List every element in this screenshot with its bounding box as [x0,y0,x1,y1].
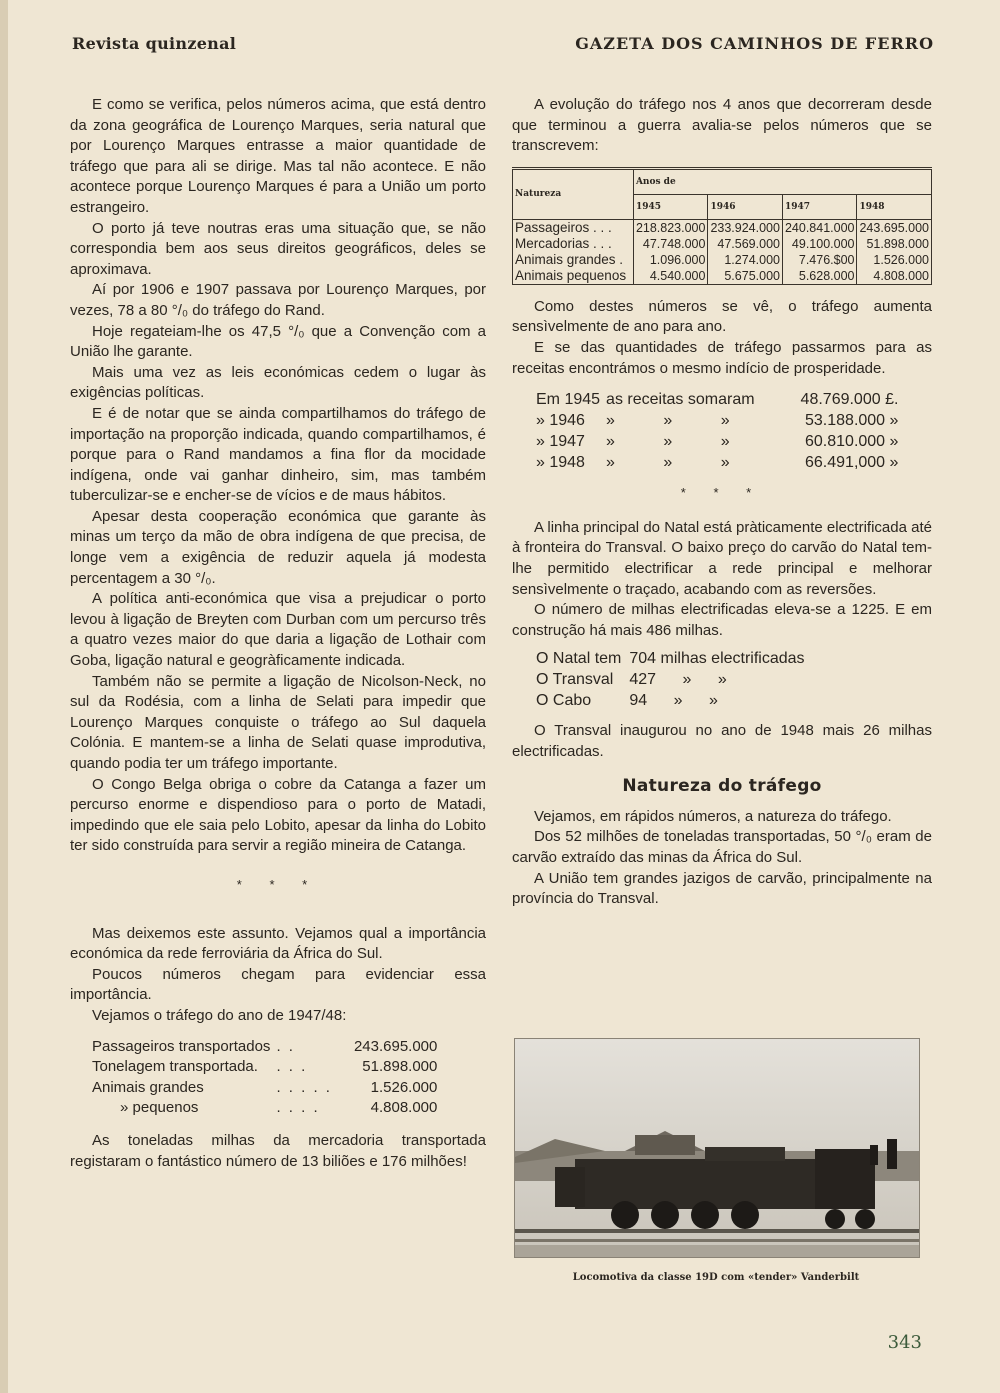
list-item [536,649,813,670]
paragraph: Como destes números se vê, o tráfego aumenta sensìvelmente de ano para ano. [512,297,932,336]
cell-value: 47.569.000 [708,236,783,252]
column-header-year: 1948 [857,194,932,219]
cell-value: 233.924.000 [708,219,783,236]
electrified-miles-list [536,649,813,711]
revenue-value: 53.188.000 » [805,412,899,430]
table-row [513,252,932,268]
list-value: 243.695.000 [353,1037,438,1055]
column-header-year: 1946 [708,194,783,219]
paragraph: O Congo Belga obriga o cobre da Catanga a fazer um percurso enorme e dispendioso para o porto de Matadi, impedindo que ele saia pelo Lobito, apesar da linha do Lobito ter sido construída para servir a região mineira de Catanga. [70,775,486,855]
revenue-text: » » » [606,412,730,430]
locomotive-image [515,1039,919,1257]
list-dots: . . . . [276,1099,320,1117]
right-column [512,95,932,910]
list-value: 1.526.000 [370,1078,438,1096]
paragraph: Aí por 1906 e 1907 passava por Lourenço Marques, por vezes, 78 a 80 °/₀ do tráfego do Rand. [70,281,486,319]
revenue-text: » » » [606,433,730,451]
cell-value: 7.476.$00 [782,252,857,268]
region-miles: 427 » » [629,670,727,688]
list-value: 4.808.000 [370,1099,438,1117]
region-miles: 94 » » [629,691,718,709]
section-title: Natureza do tráfego [622,776,822,797]
revenue-text: » » » [606,454,730,472]
cell-value: 5.628.000 [782,268,857,285]
list-dots: . . [276,1037,295,1055]
section-separator: * * * [680,485,764,501]
paragraph: A linha principal do Natal está pràticamente electrificada até à fronteira do Transval. O baixo preço do carvão do Natal tem-lhe permitido electrificar a rede principal e melhorar sensìvelmente o traçado, acabando com as reversões. [512,518,932,598]
table-header-row [513,168,932,194]
revenue-year: Em 1945 [536,391,601,409]
list-item [92,1037,437,1058]
list-item [92,1098,437,1119]
paragraph: A política anti-económica que visa a prejudicar o porto levou à ligação de Breyten com Durban com um percurso três a quatro vezes maior do que daria a ligação de Lothair com Goba, ligação natural e geogràficamente indicada. [70,590,486,670]
column-header-year: 1945 [633,194,708,219]
paragraph: Vejamos o tráfego do ano de 1947/48: [92,1006,347,1024]
header-right: GAZETA DOS CAMINHOS DE FERRO [575,34,934,53]
column-header-years: Anos de [633,168,931,194]
row-label: Animais grandes . [513,252,634,268]
paragraph: Poucos números chegam para evidenciar essa importância. [70,965,486,1004]
paragraph: E se das quantidades de tráfego passarmos para as receitas encontrámos o mesmo indício de prosperidade. [512,338,932,377]
list-dots: . . . . . [276,1078,332,1096]
cell-value: 4.808.000 [857,268,932,285]
list-item [92,1057,437,1078]
page-number: 343 [887,1332,922,1353]
list-item [536,670,813,691]
list-label: Passageiros transportados [92,1037,271,1055]
paragraph: E é de notar que se ainda compartilhamos do tráfego de importação na proporção indicada, quando compartilhamos, é porque para o Rand mandamos a fina flor da mocidade indígena, onde vai ganhar dinheiro, sim, mas também tuberculizar-se e encher-se de vícios e de maus hábitos. [70,404,486,505]
page-binding-edge [0,0,8,1393]
left-column [70,95,486,1172]
paragraph: Apesar desta cooperação económica que garante às minas um terço da mão de obra indígena de que precisa, de longe vem a exigência de reduzir aquela já modesta percentagem a 30 °/₀. [70,507,486,587]
region-miles: 704 milhas electrificadas [629,650,805,668]
revenue-value: 48.769.000 £. [800,391,899,409]
cell-value: 1.274.000 [708,252,783,268]
cell-value: 47.748.000 [633,236,708,252]
cell-value: 1.526.000 [857,252,932,268]
cell-value: 218.823.000 [633,219,708,236]
paragraph: Dos 52 milhões de toneladas transportadas, 50 °/₀ eram de carvão extraído das minas da África do Sul. [512,828,932,867]
table-row [513,236,932,252]
region-name: O Cabo [536,691,592,709]
list-item [536,431,902,452]
list-item [536,452,902,473]
revenue-year: » 1948 [536,454,585,472]
paragraph: Também não se permite a ligação de Nicolson-Neck, no sul da Rodésia, com a linha de Selati para impedir que Lourenço Marques conquiste o tráfego ao Sul daquela Colónia. E mantem-se a linha de Selati quase improdutiva, quando podia ter um tráfego importante. [70,672,486,772]
cell-value: 243.695.000 [857,219,932,236]
revenue-list [536,389,902,473]
paragraph: Mas deixemos este assunto. Vejamos qual a importância económica da rede ferroviária da África do Sul. [70,924,486,963]
photo-caption: Locomotiva da classe 19D com «tender» Vanderbilt [572,1272,860,1283]
table-row [513,219,932,236]
region-name: O Natal tem [536,650,622,668]
cell-value: 5.675.000 [708,268,783,285]
section-separator: * * * [236,876,320,892]
paragraph: Hoje regateiam-lhe os 47,5 °/₀ que a Convenção com a União lhe garante. [70,322,486,361]
list-item [536,691,813,712]
cell-value: 49.100.000 [782,236,857,252]
list-item [92,1078,437,1099]
paragraph: As toneladas milhas da mercadoria transportada registaram o fantástico número de 13 biliões e 176 milhões! [70,1131,486,1170]
list-label: Tonelagem transportada. [92,1058,258,1076]
row-label: Mercadorias . . . [513,236,634,252]
column-header-year: 1947 [782,194,857,219]
locomotive-photo [514,1038,920,1258]
table-row [513,268,932,285]
revenue-year: » 1947 [536,433,585,451]
paragraph: O Transval inaugurou no ano de 1948 mais 26 milhas electrificadas. [512,722,932,760]
paragraph: A evolução do tráfego nos 4 anos que decorreram desde que terminou a guerra avalia-se pelos números que se transcrevem: [512,96,932,155]
list-value: 51.898.000 [362,1058,438,1076]
cell-value: 240.841.000 [782,219,857,236]
list-item [536,389,902,410]
paragraph: E como se verifica, pelos números acima, que está dentro da zona geográfica de Lourenço Marques, seria natural que por Lourenço Marques entrasse a maior quantidade de tráfego que para ali se dirige. Mas tal não acontece. E não acontece porque Lourenço Marques é para a União um porto estrangeiro. [70,96,486,216]
traffic-evolution-table [512,167,932,285]
list-dots: . . . [276,1058,308,1076]
cell-value: 4.540.000 [633,268,708,285]
list-item [536,410,902,431]
revenue-value: 66.491,000 » [805,454,899,472]
region-name: O Transval [536,670,614,688]
header-left: Revista quinzenal [72,34,237,53]
cell-value: 51.898.000 [857,236,932,252]
revenue-text: as receitas somaram [606,391,755,409]
list-label: » pequenos [120,1099,199,1117]
traffic-1947-list [92,1037,437,1119]
paragraph: O número de milhas electrificadas eleva-se a 1225. E em construção há mais 486 milhas. [512,601,932,639]
row-label: Animais pequenos [513,268,634,285]
column-header-nature: Natureza [513,168,634,219]
list-label: Animais grandes [92,1078,204,1096]
paragraph: Vejamos, em rápidos números, a natureza do tráfego. [534,807,892,825]
revenue-value: 60.810.000 » [805,433,899,451]
paragraph: O porto já teve noutras eras uma situação que, se não correspondia bem aos seus direitos geográficos, deles se aproximava. [70,219,486,278]
revenue-year: » 1946 [536,412,585,430]
cell-value: 1.096.000 [633,252,708,268]
paragraph: A União tem grandes jazigos de carvão, principalmente na província do Transval. [512,869,932,908]
paragraph: Mais uma vez as leis económicas cedem o lugar às exigências políticas. [70,363,486,402]
row-label: Passageiros . . . [513,219,634,236]
